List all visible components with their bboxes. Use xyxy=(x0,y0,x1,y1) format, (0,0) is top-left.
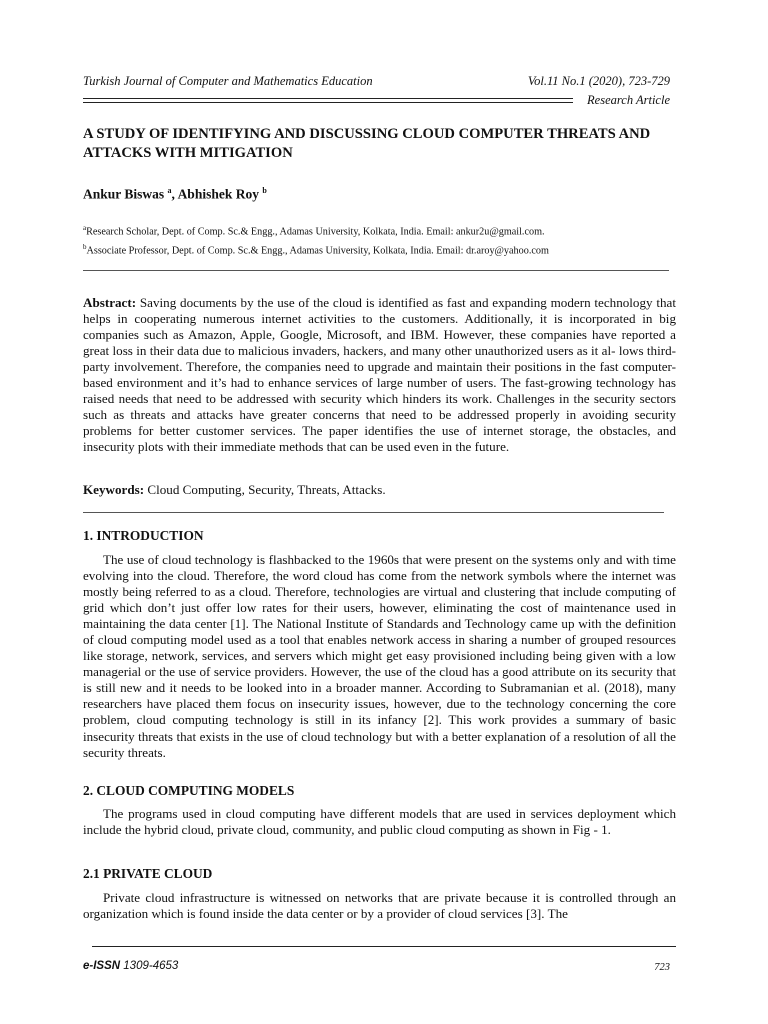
keywords-label: Keywords: xyxy=(83,482,145,497)
section-body: Private cloud infrastructure is witnessed on networks that are private because it is controlled through an organization which is found inside the data center or by a provider of cloud services [3]. The xyxy=(83,890,676,922)
section-heading: 2.1 PRIVATE CLOUD xyxy=(83,866,213,881)
affiliation-mark: b xyxy=(83,242,87,251)
author-mark: a xyxy=(167,186,172,195)
section-body: The programs used in cloud computing have different models that are used in services deployment which include the hybrid cloud, private cloud, community, and public cloud computing as shown in Fig - 1. xyxy=(83,806,676,838)
volume-info: Vol.11 No.1 (2020), 723-729 xyxy=(527,74,670,88)
keywords xyxy=(83,482,676,498)
abstract-label: Abstract: xyxy=(83,295,137,310)
footer-rule xyxy=(92,946,676,947)
keywords-text: Cloud Computing, Security, Threats, Attacks. xyxy=(147,482,386,497)
issn-number: 1309-4653 xyxy=(123,960,179,972)
author-list xyxy=(83,186,267,203)
affiliation-mark: a xyxy=(83,224,87,232)
abstract xyxy=(83,295,676,455)
issn-label: e-ISSN xyxy=(83,960,121,972)
divider xyxy=(83,270,669,271)
section-heading: 1. INTRODUCTION xyxy=(83,528,204,543)
affiliations xyxy=(83,221,670,259)
header-rule xyxy=(83,98,573,103)
article-type: Research Article xyxy=(587,93,670,107)
journal-name: Turkish Journal of Computer and Mathematics Education xyxy=(83,74,373,88)
affiliation-text: Associate Professor, Dept. of Comp. Sc.& Engg., Adamas University, Kolkata, India. Email: dr.aroy@yahoo.com xyxy=(86,245,549,257)
abstract-text: Saving documents by the use of the cloud is identified as fast and expanding modern technology that helps in cooperating numerous internet activities to the customers. Additionally, it is incorporated in big companies such as Amazon, Apple, Google, Microsoft, and IBM. However, these companies have reported a great loss in their data due to malicious invaders, hackers, and many other unauthorized users as it al- lows third-party involvement. Therefore, the companies need to upgrade and maintain their positions in the fast computer-based environment and it’s had to enhance services of large number of users. The fast-growing technology has raised needs that need to be addressed with security which hinders its work. Challenges in the security sectors such as threats and attacks have greater concerns that need to be addressed properly in avoiding security problems for better customer services. The paper identifies the use of internet storage, the obstacles, and insecurity plots with their immediate methods that can be used even in the future. xyxy=(83,295,676,455)
issn xyxy=(83,960,178,972)
divider xyxy=(83,512,664,513)
author-name: Ankur Biswas xyxy=(83,186,165,202)
affiliation xyxy=(83,240,670,259)
paper-title: A STUDY OF IDENTIFYING AND DISCUSSING CLOUD COMPUTER THREATS AND ATTACKS WITH MITIGATION xyxy=(83,126,651,161)
author-name: Abhishek Roy xyxy=(177,186,259,202)
affiliation xyxy=(83,221,670,240)
section-heading: 2. CLOUD COMPUTING MODELS xyxy=(83,783,295,798)
author-separator: , xyxy=(171,186,178,202)
section-body: The use of cloud technology is flashbacked to the 1960s that were present on the systems only and with time evolving into the cloud. Therefore, the word cloud has come from the network symbols where the internet was mostly being referred to as a cloud. Therefore, technologies are virtual and clustering that include computing of grid which don’t just offer low rates for their users, however, eliminating the cost of maintenance used in maintaining the data center [1]. The National Institute of Standards and Technology came up with the definition of cloud computing model used as a tool that enables network access in sharing a number of grouped resources like storage, network, services, and servers which might get easy provisioned including being given with a low managerial or the use of service providers. However, the use of the cloud has a good attribute on its security that is still new and it needs to be looked into in a broader manner. According to Subramanian et al. (2018), many researchers have placed them focus on insecurity issues, however, due to the technology concerning the core problem, cloud computing technology is still in its infancy [2]. This work provides a summary of basic insecurity threats that exists in the use of cloud technology but with a better explanation of a resolution of all the security threats. xyxy=(83,552,676,760)
author-mark: b xyxy=(262,186,267,195)
running-header xyxy=(83,74,670,92)
page-number: 723 xyxy=(654,962,670,973)
affiliation-text: Research Scholar, Dept. of Comp. Sc.& Engg., Adamas University, Kolkata, India. Email: ankur2u@gmail.com. xyxy=(86,226,545,238)
